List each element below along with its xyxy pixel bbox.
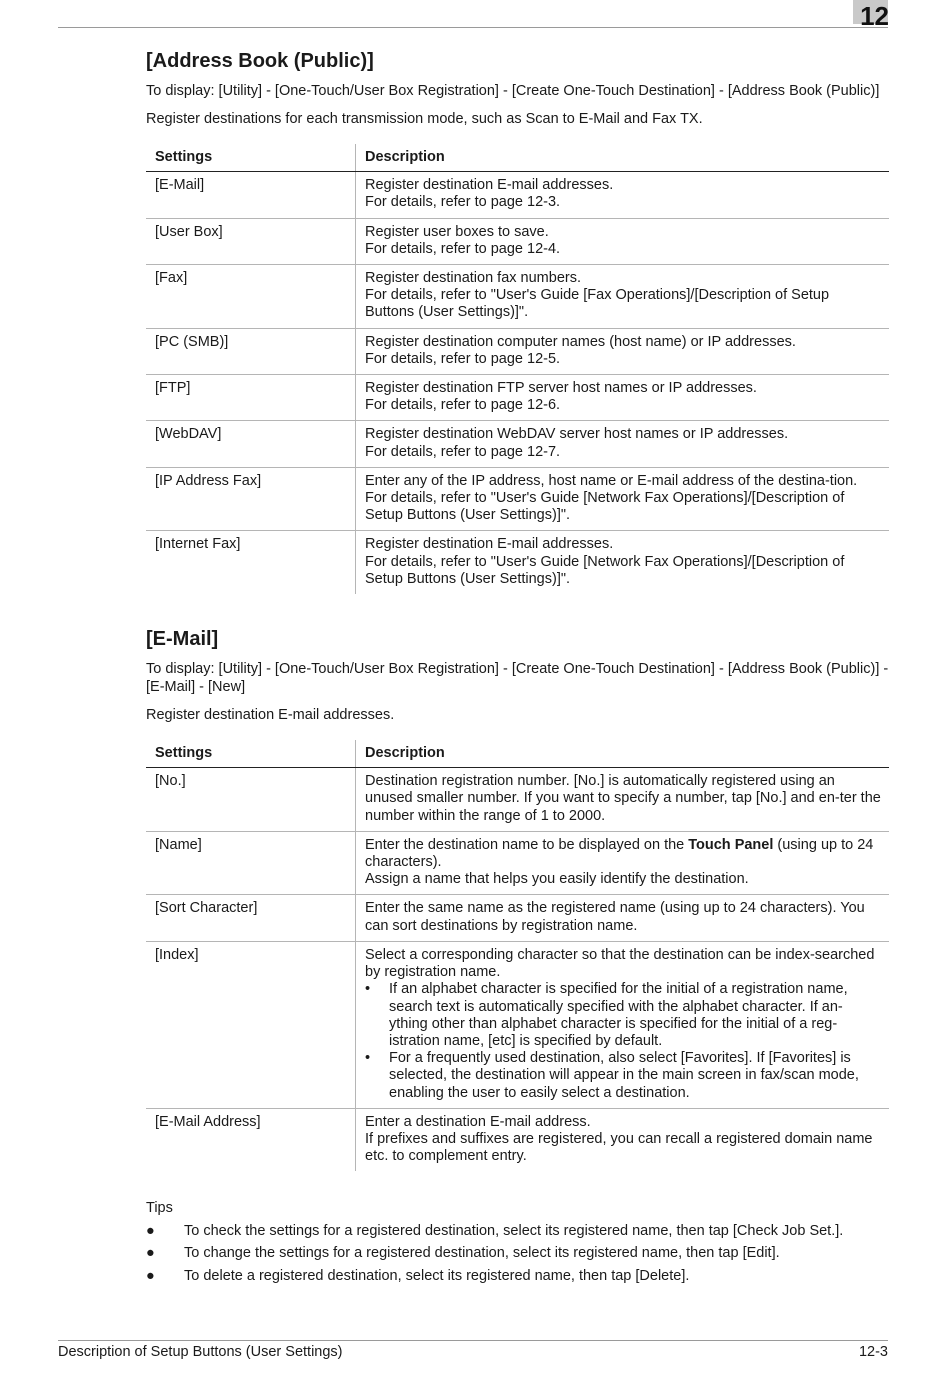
- description-line: Register user boxes to save.: [365, 223, 549, 240]
- bullet-dot-icon: ●: [146, 1267, 155, 1284]
- settings-table-address-book: [146, 144, 889, 594]
- column-header-settings: Settings: [146, 144, 356, 172]
- setting-name: [Sort Character]: [146, 895, 356, 941]
- table-row: [146, 467, 889, 531]
- setting-description: [356, 467, 890, 531]
- table-row: [146, 1108, 889, 1171]
- chapter-number: 12: [860, 1, 889, 31]
- setting-name: [No.]: [146, 768, 356, 832]
- description-line: Select a corresponding character so that the destination can be index-searched by registration name.: [365, 946, 875, 981]
- section-title-address-book: [Address Book (Public)]: [146, 50, 374, 72]
- bullet-item: [365, 981, 881, 1050]
- setting-description: [356, 172, 890, 218]
- footer-rule: [58, 1340, 888, 1341]
- table-row: [146, 265, 889, 329]
- table-row: [146, 218, 889, 264]
- description-line: For details, refer to page 12-3.: [365, 194, 561, 211]
- setting-description: Enter the same name as the registered name (using up to 24 characters). You can sort destinations by registration name.: [356, 895, 890, 941]
- setting-name: [IP Address Fax]: [146, 467, 356, 531]
- setting-description: [356, 421, 890, 467]
- tip-text: To delete a registered destination, select its registered name, then tap [Delete].: [184, 1267, 690, 1284]
- description-line: Assign a name that helps you easily identify the destination.: [365, 871, 749, 888]
- setting-name: [E-Mail]: [146, 172, 356, 218]
- tip-text: To change the settings for a registered destination, select its registered name, then tap [Edit].: [184, 1245, 780, 1262]
- description-line: For details, refer to page 12-7.: [365, 443, 561, 460]
- setting-description: [356, 328, 890, 374]
- bullet-item: [365, 1050, 881, 1102]
- description-line: Enter a destination E-mail address.: [365, 1113, 591, 1130]
- display-path: To display: [Utility] - [One-Touch/User Box Registration] - [Create One-Touch Destination] - [Address Book (Public)]: [146, 83, 880, 99]
- column-header-description: Description: [356, 144, 890, 172]
- table-row: [146, 895, 889, 941]
- bullet-icon: •: [365, 1050, 371, 1067]
- description-line: Register destination FTP server host names or IP addresses.: [365, 380, 757, 397]
- tip-item: [146, 1222, 889, 1240]
- setting-name: [Index]: [146, 941, 356, 1108]
- description-line: Register destination E-mail addresses.: [365, 177, 614, 194]
- section-intro: Register destination E-mail addresses.: [146, 707, 395, 724]
- setting-name: [WebDAV]: [146, 421, 356, 467]
- description-line: For details, refer to page 12-4.: [365, 240, 561, 257]
- table-row: [146, 768, 889, 832]
- setting-description: [356, 375, 890, 421]
- tip-text: To check the settings for a registered destination, select its registered name, then tap [Check Job Set.].: [184, 1222, 844, 1239]
- table-row: [146, 531, 889, 594]
- page-content: [146, 48, 889, 1285]
- table-header-row: [146, 740, 889, 768]
- header-rule: [58, 27, 888, 28]
- description-text: Enter the destination name to be displayed on the: [365, 836, 689, 853]
- description-line: For details, refer to page 12-6.: [365, 397, 561, 414]
- setting-description: [356, 1108, 890, 1171]
- description-line: Register destination fax numbers.: [365, 270, 581, 287]
- bullet-icon: •: [365, 981, 371, 998]
- description-text: (using up to 24 characters).: [365, 836, 874, 871]
- description-line: Enter any of the IP address, host name or E-mail address of the destina-tion.: [365, 472, 858, 489]
- section-intro: Register destinations for each transmission mode, such as Scan to E-Mail and Fax TX.: [146, 111, 703, 127]
- setting-description: [356, 831, 890, 895]
- description-line: If prefixes and suffixes are registered, you can recall a registered domain name etc. to complement entry.: [365, 1130, 873, 1165]
- description-line: Register destination E-mail addresses.: [365, 536, 614, 553]
- description-line: For details, refer to "User's Guide [Network Fax Operations]/[Description of Setup Buttons (User Settings)]".: [365, 553, 845, 587]
- description-line: For details, refer to "User's Guide [Fax Operations]/[Description of Setup Buttons (User Settings)]".: [365, 287, 830, 321]
- setting-description: [356, 265, 890, 329]
- tip-item: [146, 1244, 889, 1262]
- bullet-text: If an alphabet character is specified for the initial of a registration name, search text is automatically specified with the alphabet character. If an-ything other than alphabet character is specified for the initial of a reg-istration name, [etc] is specified by default.: [389, 981, 848, 1049]
- section-title-email: [E-Mail]: [146, 628, 219, 651]
- description-line: For details, refer to "User's Guide [Network Fax Operations]/[Description of Setup Buttons (User Settings)]".: [365, 490, 845, 524]
- column-header-settings: Settings: [146, 740, 356, 768]
- column-header-description: Description: [356, 740, 890, 768]
- setting-name: [Internet Fax]: [146, 531, 356, 594]
- table-row: [146, 941, 889, 1108]
- setting-name: [Name]: [146, 831, 356, 895]
- description-line: Register destination WebDAV server host names or IP addresses.: [365, 426, 789, 443]
- footer-chapter-title: Description of Setup Buttons (User Settings): [58, 1344, 343, 1360]
- table-row: [146, 375, 889, 421]
- table-row: [146, 831, 889, 895]
- bullet-text: For a frequently used destination, also select [Favorites]. If [Favorites] is selected, the destination will appear in the main screen in fax/scan mode, enabling the user to easily select a destination.: [389, 1050, 859, 1101]
- description-line: [365, 837, 881, 871]
- description-line: Register destination computer names (host name) or IP addresses.: [365, 333, 796, 350]
- display-path: To display: [Utility] - [One-Touch/User Box Registration] - [Create One-Touch Destination] - [Address Book (Public)] - [E-Mail] - [New]: [146, 661, 889, 696]
- setting-name: [PC (SMB)]: [146, 328, 356, 374]
- touch-panel-term: Touch Panel: [688, 836, 774, 853]
- setting-name: [E-Mail Address]: [146, 1108, 356, 1171]
- description-line: For details, refer to page 12-5.: [365, 350, 561, 367]
- footer-page-number: 12-3: [858, 1344, 888, 1360]
- tip-item: [146, 1267, 889, 1285]
- bullet-dot-icon: ●: [146, 1222, 155, 1239]
- setting-name: [Fax]: [146, 265, 356, 329]
- setting-description: Destination registration number. [No.] is automatically registered using an unused smaller number. If you want to specify a number, tap [No.] and en-ter the number within the range of 1 to 2000.: [356, 768, 890, 832]
- section-email: [146, 626, 889, 1171]
- bullet-dot-icon: ●: [146, 1245, 155, 1262]
- setting-name: [User Box]: [146, 218, 356, 264]
- table-row: [146, 172, 889, 218]
- setting-description: [356, 941, 890, 1108]
- table-row: [146, 421, 889, 467]
- settings-table-email: [146, 740, 889, 1171]
- tips-label: Tips: [146, 1200, 173, 1217]
- setting-description: [356, 218, 890, 264]
- table-row: [146, 328, 889, 374]
- setting-description: [356, 531, 890, 594]
- setting-name: [FTP]: [146, 375, 356, 421]
- table-header-row: [146, 144, 889, 172]
